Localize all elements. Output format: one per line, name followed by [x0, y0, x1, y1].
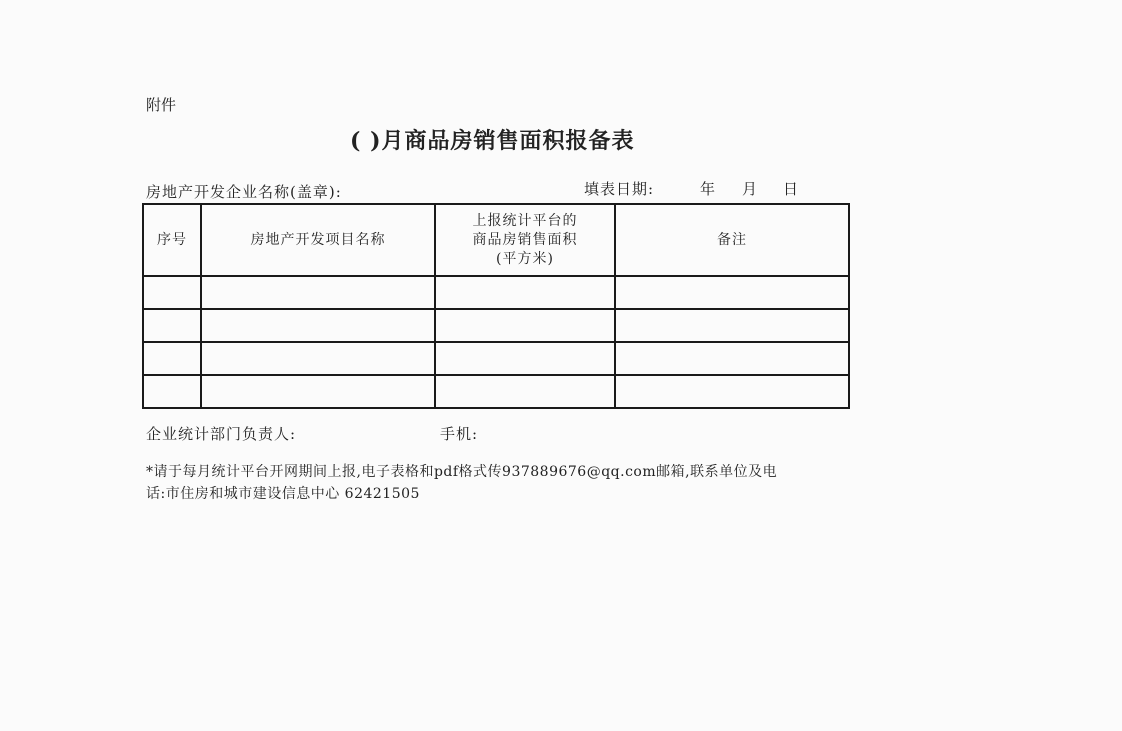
- header-sales-area: [435, 204, 615, 276]
- header-remarks: 备注: [615, 204, 849, 276]
- date-day-label: 日: [783, 180, 799, 198]
- cell-serial: [143, 342, 201, 375]
- table-row: [143, 276, 849, 309]
- date-month-label: 月: [742, 180, 758, 198]
- cell-project-name: [201, 342, 435, 375]
- cell-sales-area: [435, 276, 615, 309]
- fill-date-label: 填表日期:: [584, 180, 655, 198]
- submission-note-line2: 话:市住房和城市建设信息中心 62421505: [146, 486, 420, 502]
- attachment-label: 附件: [146, 96, 177, 114]
- header-sales-area-line2: 商品房销售面积: [472, 231, 578, 248]
- table-row: [143, 375, 849, 408]
- cell-serial: [143, 309, 201, 342]
- cell-project-name: [201, 276, 435, 309]
- cell-project-name: [201, 309, 435, 342]
- date-year-label: 年: [700, 180, 716, 198]
- submission-note-line1: *请于每月统计平台开网期间上报,电子表格和pdf格式传937889676@qq.com邮箱,联系单位及电: [146, 464, 778, 480]
- cell-remarks: [615, 375, 849, 408]
- form-title: ( )月商品房销售面积报备表: [350, 128, 635, 154]
- cell-project-name: [201, 375, 435, 408]
- cell-remarks: [615, 342, 849, 375]
- responsible-person-label: 企业统计部门负责人:: [146, 425, 297, 443]
- cell-remarks: [615, 276, 849, 309]
- header-sales-area-line1: 上报统计平台的: [472, 212, 578, 229]
- company-name-label: 房地产开发企业名称(盖章):: [146, 183, 342, 201]
- header-project-name: 房地产开发项目名称: [201, 204, 435, 276]
- cell-remarks: [615, 309, 849, 342]
- phone-label: 手机:: [440, 425, 479, 443]
- cell-sales-area: [435, 309, 615, 342]
- cell-serial: [143, 276, 201, 309]
- table-header-row: [143, 204, 849, 276]
- cell-sales-area: [435, 375, 615, 408]
- table-row: [143, 342, 849, 375]
- table-row: [143, 309, 849, 342]
- header-serial: 序号: [143, 204, 201, 276]
- sales-area-table: [142, 203, 850, 409]
- cell-serial: [143, 375, 201, 408]
- cell-sales-area: [435, 342, 615, 375]
- header-sales-area-unit: (平方米): [496, 250, 554, 267]
